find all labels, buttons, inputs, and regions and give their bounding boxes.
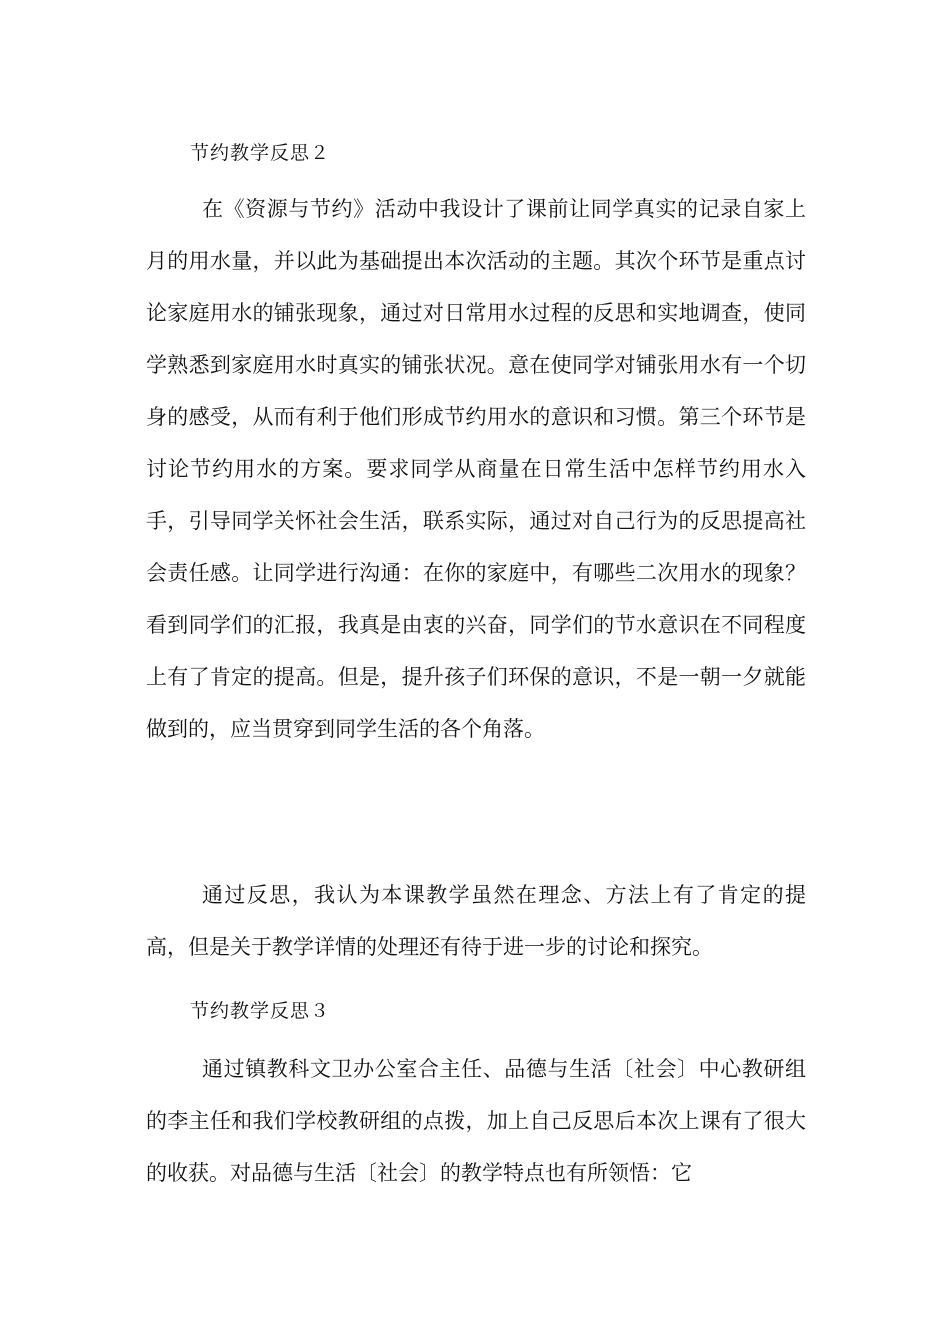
- section-heading: 节约教学反思２: [190, 142, 331, 164]
- body-paragraph: 通过反思，我认为本课教学虽然在理念、方法上有了肯定的提高，但是关于教学详情的处理还有待于进一步的讨论和探究。: [146, 883, 806, 959]
- section-heading: 节约教学反思３: [190, 1000, 331, 1022]
- body-paragraph: 通过镇教科文卫办公室合主任、品德与生活〔社会〕中心教研组的李主任和我们学校教研组的点拨，加上自己反思后本次上课有了很大的收获。对品德与生活〔社会〕的教学特点也有所领悟：它: [146, 1057, 806, 1185]
- body-paragraph: 在《资源与节约》活动中我设计了课前让同学真实的记录自家上月的用水量，并以此为基础提出本次活动的主题。其次个环节是重点讨论家庭用水的铺张现象，通过对日常用水过程的反思和实地调查，使同学熟悉到家庭用水时真实的铺张状况。意在使同学对铺张用水有一个切身的感受，从而有利于他们形成节约用水的意识和习惯。第三个环节是讨论节约用水的方案。要求同学从商量在日常生活中怎样节约用水入手，引导同学关怀社会生活，联系实际，通过对自己行为的反思提高社会责任感。让同学进行沟通：在你的家庭中，有哪些二次用水的现象？看到同学们的汇报，我真是由衷的兴奋，同学们的节水意识在不同程度上有了肯定的提高。但是，提升孩子们环保的意识，不是一朝一夕就能做到的，应当贯穿到同学生活的各个角落。: [146, 197, 806, 741]
